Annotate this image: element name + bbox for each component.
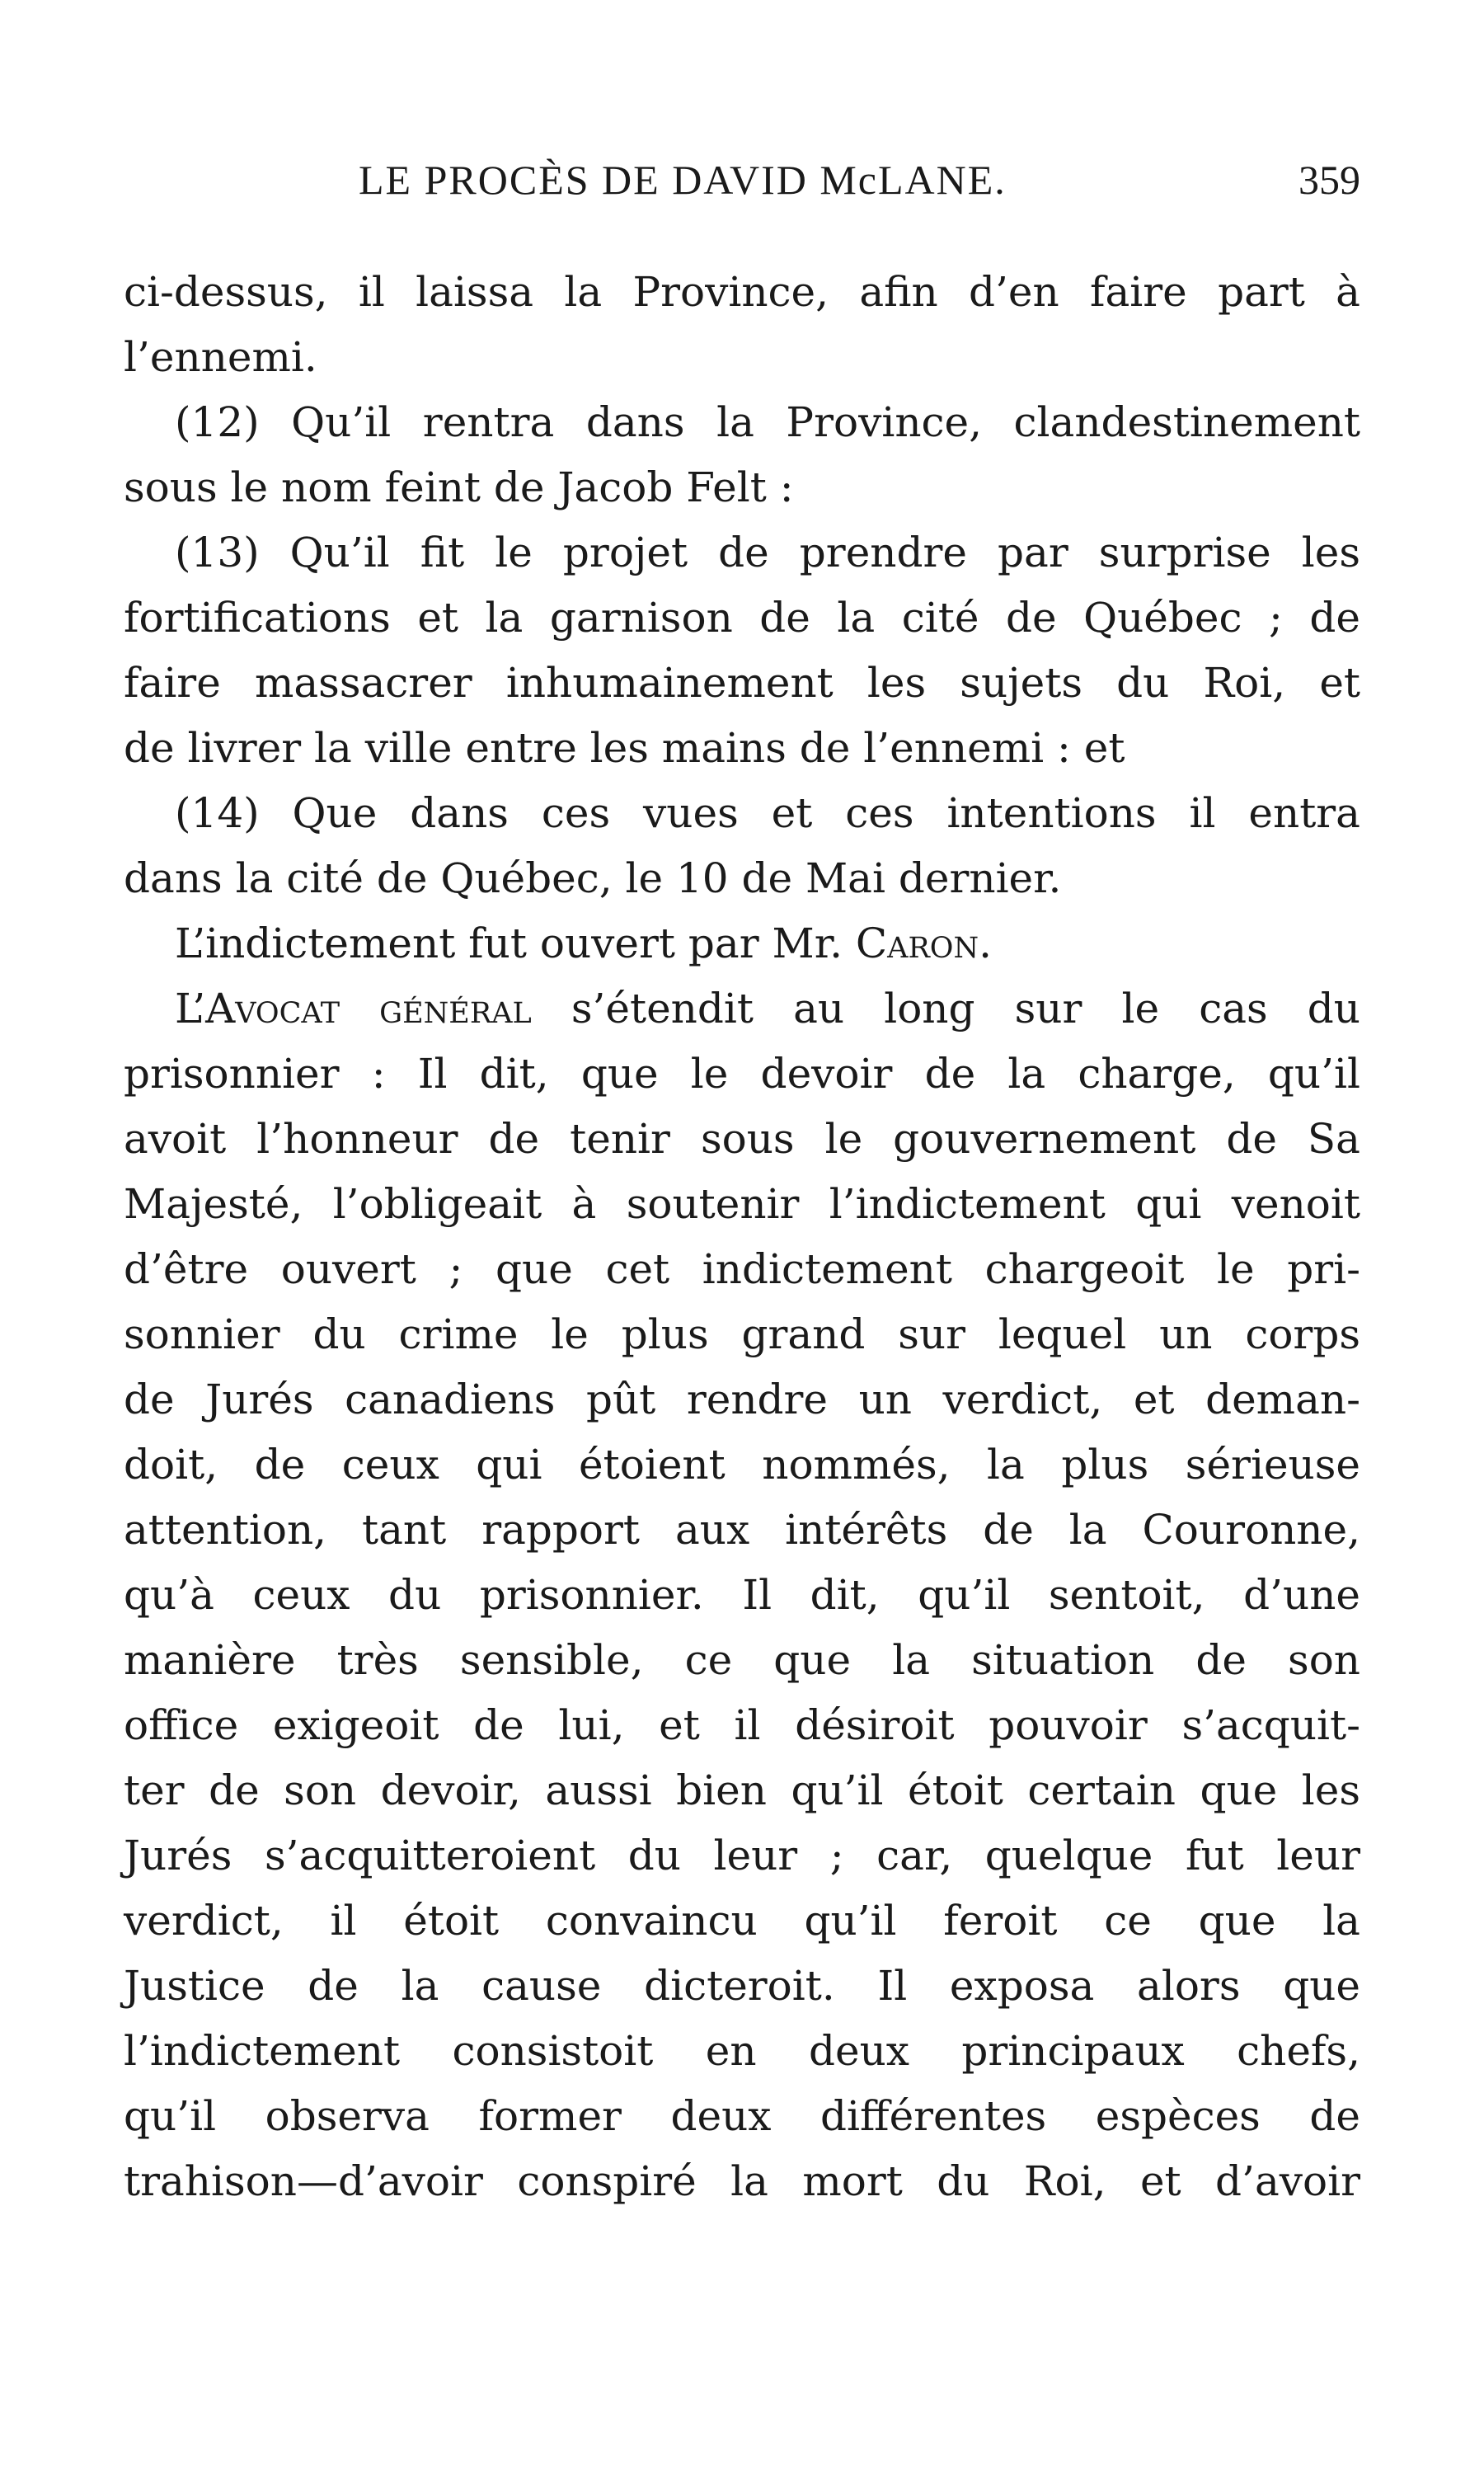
text-line: dans la cité de Québec, le 10 de Mai dernier. [124,854,1062,902]
text-line: fortifications et la garnison de la cité de Québec ; de [124,594,1360,642]
text-line: ter de son devoir, aussi bien qu’il étoit certain que les [124,1766,1360,1814]
text-line: qu’il observa former deux différentes espèces de [124,2092,1360,2140]
text-line: de Jurés canadiens pût rendre un verdict, et deman- [124,1376,1360,1423]
text-line: attention, tant rapport aux intérêts de la Couronne, [124,1506,1360,1554]
text-line: (12) Qu’il rentra dans la Province, clandestinement [175,398,1360,446]
text-line: l’ennemi. [124,333,317,381]
page-number: 359 [1298,157,1360,203]
text-line: de livrer la ville entre les mains de l’ennemi : et [124,724,1125,772]
text-line: l’indictement consistoit en deux principaux chefs, [124,2027,1360,2075]
running-head [124,155,1360,205]
text-line: avoit l’honneur de tenir sous le gouvernement de Sa [124,1115,1360,1163]
text-line: office exigeoit de lui, et il désiroit pouvoir s’acquit- [124,1701,1360,1749]
text-line: L’Avocat général s’étendit au long sur le cas du [175,985,1360,1032]
body-text [124,260,1360,2214]
running-title: LE PROCÈS DE DAVID McLANE. [359,157,1007,203]
text-line: prisonnier : Il dit, que le devoir de la charge, qu’il [124,1050,1360,1098]
text-line: Jurés s’acquitteroient du leur ; car, quelque fut leur [124,1832,1360,1879]
text-line: L’indictement fut ouvert par Mr. Caron. [175,920,993,967]
text-line: (13) Qu’il fit le projet de prendre par surprise les [175,529,1360,576]
text-line: trahison—d’avoir conspiré la mort du Roi, et d’avoir [124,2157,1360,2205]
text-line: Justice de la cause dicteroit. Il exposa alors que [124,1962,1360,2010]
text-line: ci-dessus, il laissa la Province, afin d’en faire part à [124,268,1360,316]
small-caps-title: Avocat général [205,985,532,1032]
text-line: verdict, il étoit convaincu qu’il feroit ce que la [124,1897,1360,1945]
text-line: (14) Que dans ces vues et ces intentions il entra [175,789,1360,837]
text-line: qu’à ceux du prisonnier. Il dit, qu’il sentoit, d’une [124,1571,1360,1619]
text-line: sous le nom feint de Jacob Felt : [124,463,794,511]
small-caps-name: Caron [855,920,979,967]
text-line: Majesté, l’obligeait à soutenir l’indictement qui venoit [124,1180,1360,1228]
text-line: faire massacrer inhumainement les sujets du Roi, et [124,659,1360,707]
text-line: manière très sensible, ce que la situation de son [124,1636,1360,1684]
text-line: doit, de ceux qui étoient nommés, la plus sérieuse [124,1441,1360,1489]
text-line: sonnier du crime le plus grand sur lequel un corps [124,1310,1360,1358]
text-line: d’être ouvert ; que cet indictement chargeoit le pri- [124,1245,1360,1293]
